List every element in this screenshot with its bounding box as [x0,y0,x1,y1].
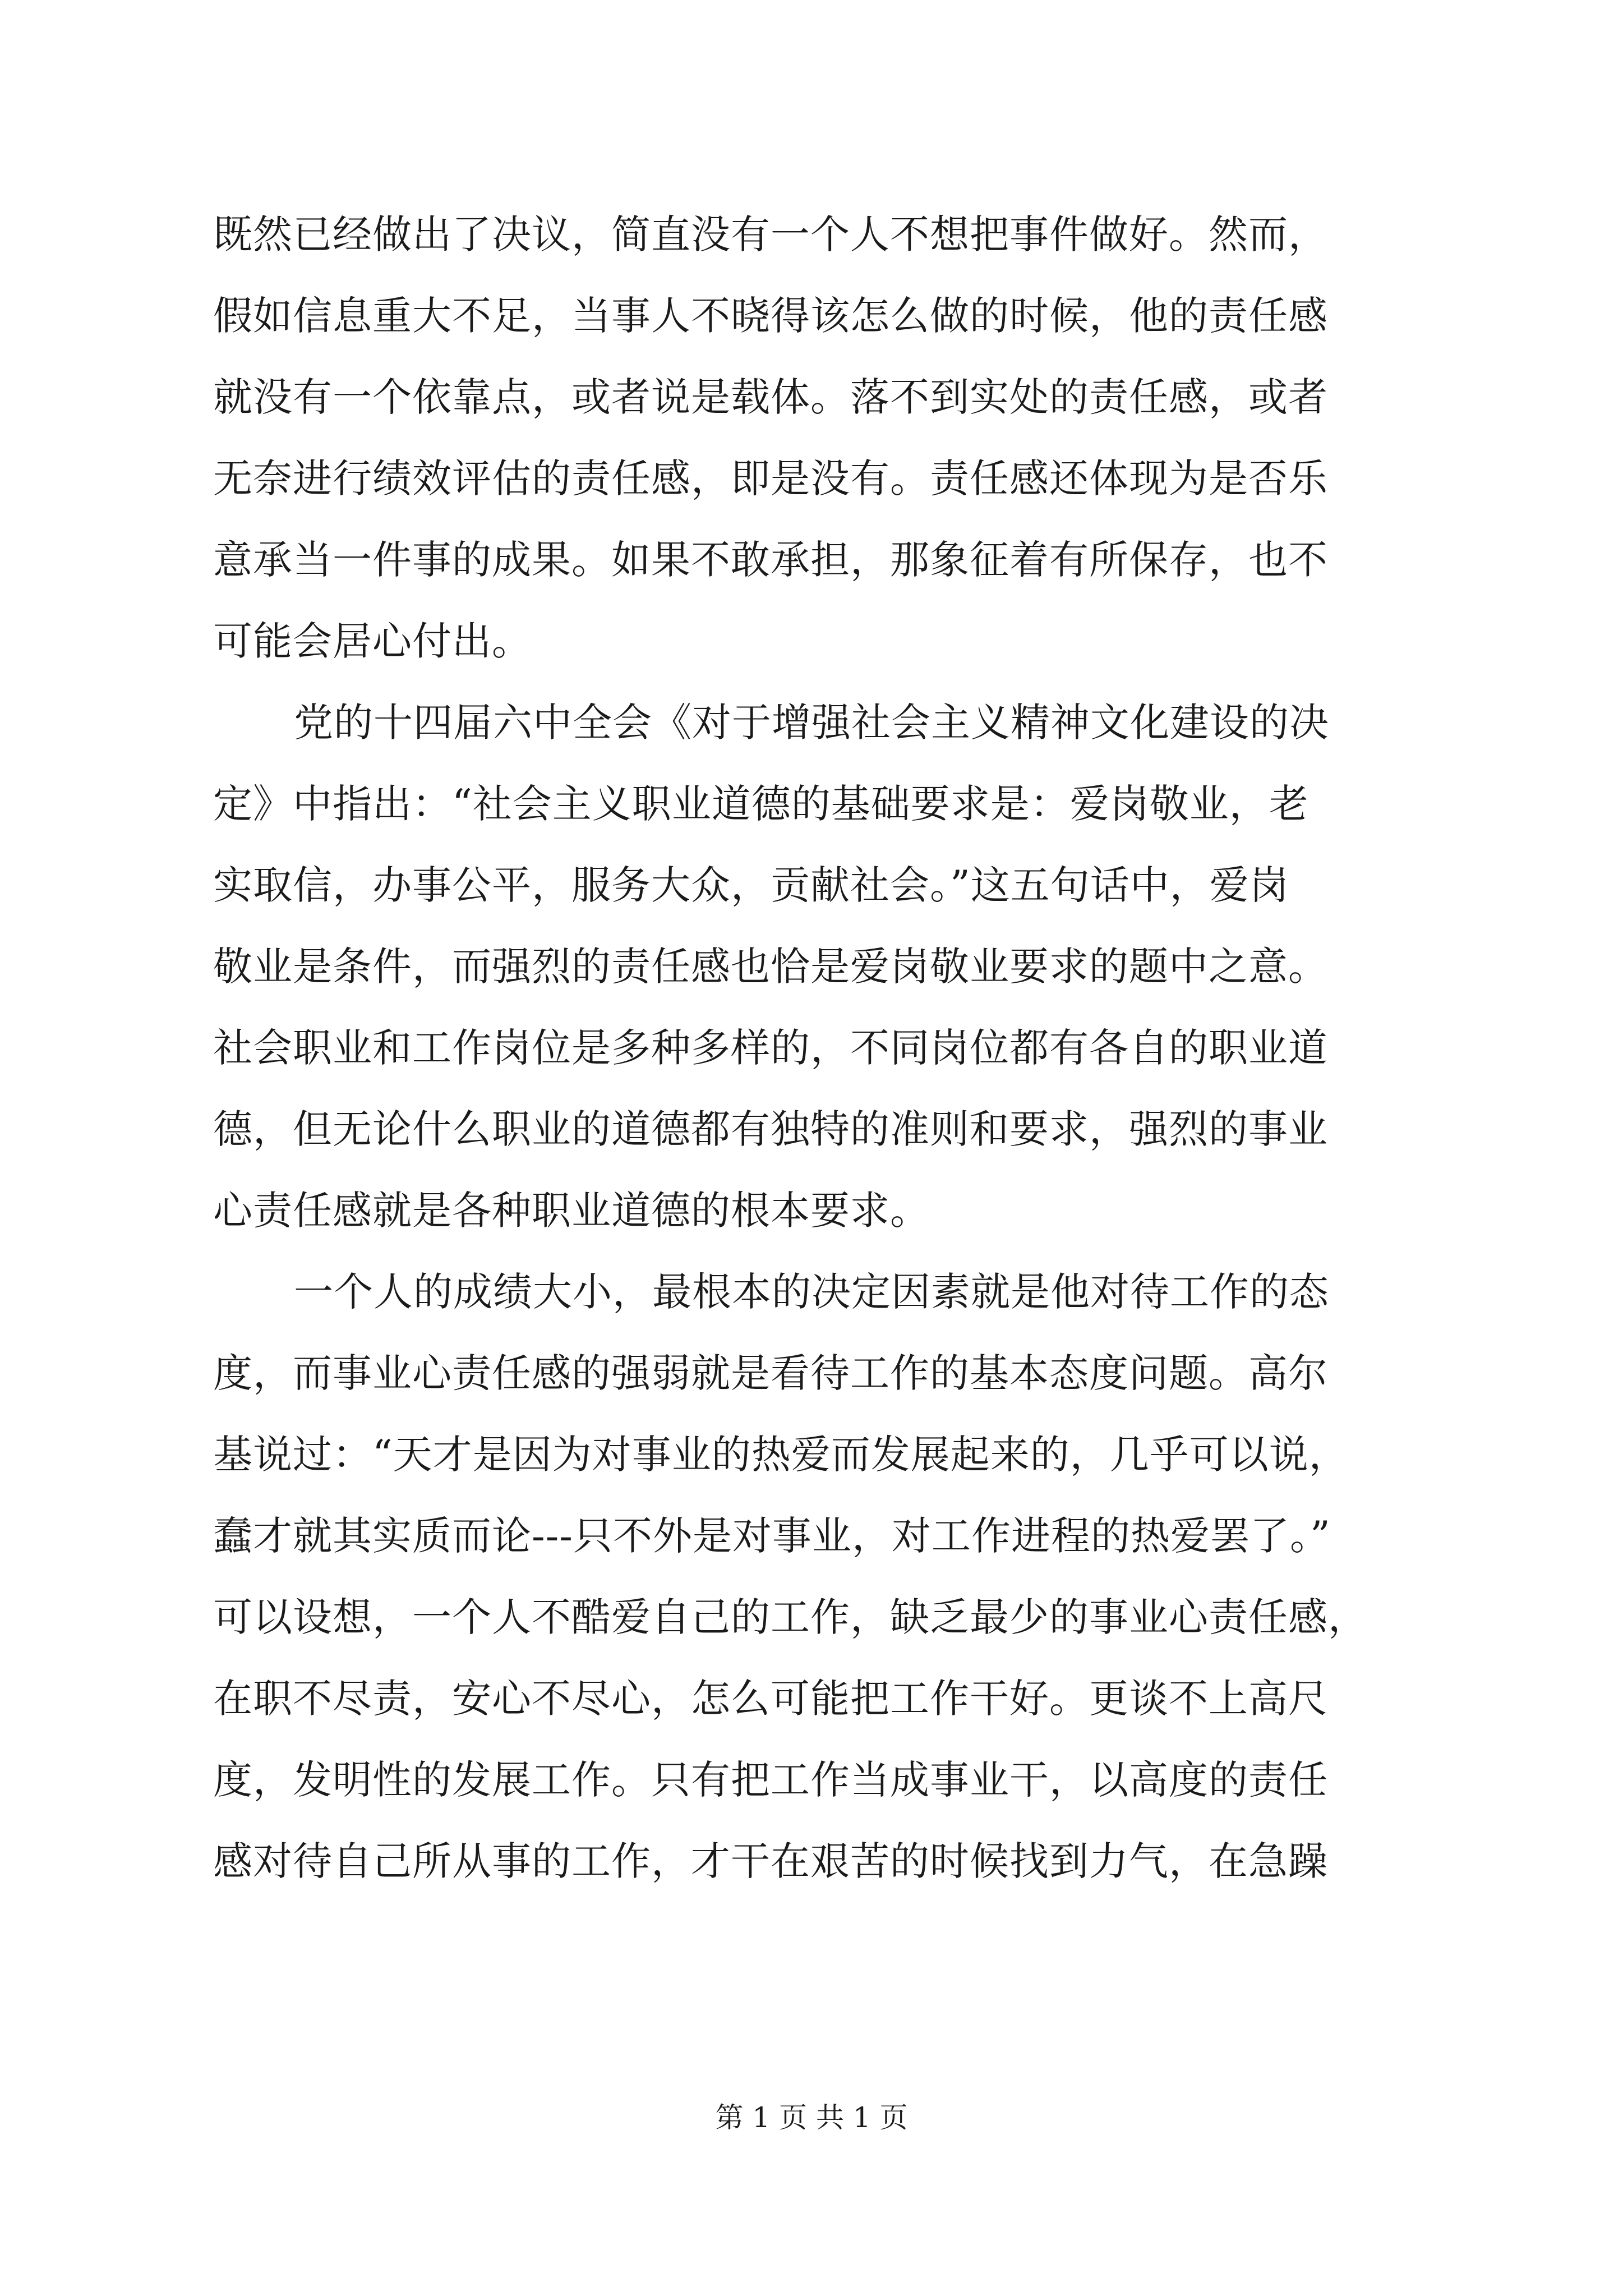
text-line: 社会职业和工作岗位是多种多样的，不同岗位都有各自的职业道 [213,1025,1328,1071]
paragraph-start-line: 一个人的成绩大小，最根本的决定因素就是他对待工作的态 [294,1269,1329,1315]
text-line: 就没有一个依靠点，或者说是载体。落不到实处的责任感，或者 [213,374,1328,420]
text-line: 在职不尽责，安心不尽心，怎么可能把工作干好。更谈不上高尺 [213,1676,1328,1722]
document-body [213,194,1424,1902]
text-line: 敬业是条件，而强烈的责任感也恰是爱岗敬业要求的题中之意。 [213,944,1328,990]
text-line: 无奈进行绩效评估的责任感，即是没有。责任感还体现为是否乐 [213,455,1328,501]
text-line: 度，发明性的发展工作。只有把工作当成事业干，以高度的责任 [213,1757,1328,1803]
paragraph-start-line: 党的十四届六中全会《对于增强社会主义精神文化建设的决 [294,700,1329,746]
text-line: 感对待自己所从事的工作，才干在艰苦的时候找到力气，在急躁 [213,1838,1328,1884]
page-footer: 第 1 页 共 1 页 [715,2101,908,2134]
text-line: 德，但无论什么职业的道德都有独特的准则和要求，强烈的事业 [213,1106,1328,1152]
text-line: 可以设想，一个人不酷爱自己的工作，缺乏最少的事业心责任感， [213,1594,1368,1640]
text-line: 蠢才就其实质而论---只不外是对事业，对工作进程的热爱罢了。” [213,1513,1331,1559]
text-line: 度，而事业心责任感的强弱就是看待工作的基本态度问题。高尔 [213,1350,1328,1396]
text-line: 可能会居心付出。 [213,618,532,664]
text-line: 心责任感就是各种职业道德的根本要求。 [213,1188,930,1234]
text-line: 假如信息重大不足，当事人不晓得该怎么做的时候，他的责任感 [213,293,1328,339]
text-line: 实取信，办事公平，服务大众，贡献社会。”这五句话中，爱岗 [213,862,1289,908]
text-line: 意承当一件事的成果。如果不敢承担，那象征着有所保存，也不 [213,537,1328,583]
text-line: 基说过：“天才是因为对事业的热爱而发展起来的，几乎可以说， [213,1432,1349,1478]
text-line: 定》中指出：“社会主义职业道德的基础要求是：爱岗敬业，老 [213,781,1309,827]
text-line: 既然已经做出了决议，简直没有一个人不想把事件做好。然而， [213,211,1328,257]
